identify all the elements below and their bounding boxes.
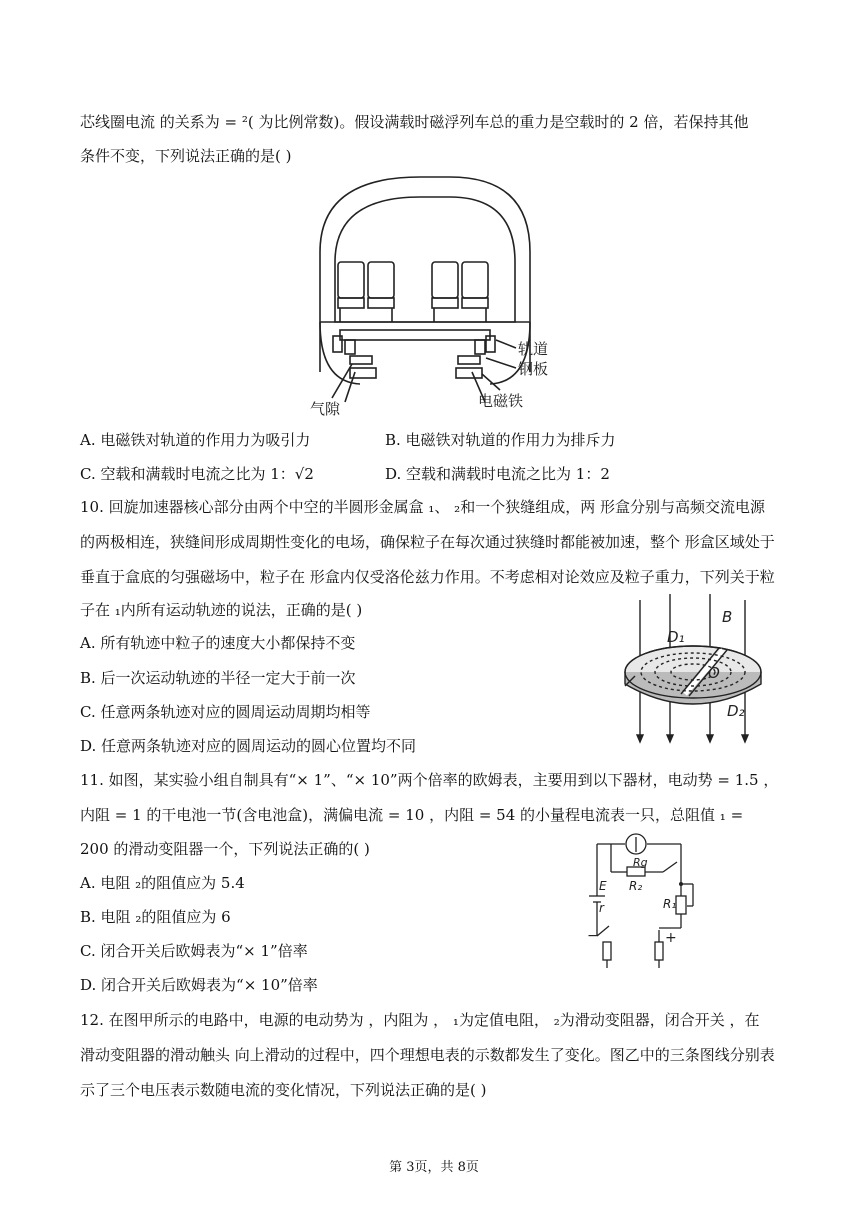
maglev-figure	[300, 172, 570, 420]
q9-option-a: A. 电磁铁对轨道的作用力为吸引力	[80, 431, 311, 449]
q9-stem-line1: 芯线圈电流 的关系为 = ²( 为比例常数)。假设满载时磁浮列车总的重力是空载时的 2 倍，若保持其他	[80, 113, 749, 131]
q10-stem-line1: 10. 回旋加速器核心部分由两个中空的半圆形金属盒 ₁、 ₂和一个狭缝组成，两 形盒分别与高频交流电源	[80, 498, 765, 516]
q11-option-b: B. 电阻 ₂的阻值应为 6	[80, 908, 231, 926]
q10-stem-line4: 子在 ₁内所有运动轨迹的说法，正确的是( )	[80, 601, 363, 619]
q11-option-a: A. 电阻 ₂的阻值应为 5.4	[80, 874, 245, 892]
q12-stem-line1: 12. 在图甲所示的电路中，电源的电动势为 ，内阻为 ， ₁为定值电阻， ₂为滑动变阻器，闭合开关 ，在	[80, 1011, 760, 1029]
q10-stem-line2: 的两极相连，狭缝间形成周期性变化的电场，确保粒子在每次通过狭缝时都能被加速，整个 形盒区域处于	[80, 533, 775, 551]
fig-label-center-o: O	[708, 664, 720, 682]
ohmmeter-circuit-figure	[583, 832, 713, 972]
train-outer-shell	[320, 177, 530, 372]
resistor-r1	[676, 896, 686, 914]
fig-label-plus: +	[665, 930, 677, 946]
fig-label-rg: Rg	[633, 856, 648, 869]
seat-left-2	[368, 262, 394, 298]
fig-label-track: 轨道	[518, 340, 549, 358]
seat-right-1	[432, 262, 458, 298]
q11-stem-line3: 200 的滑动变阻器一个，下列说法正确的( )	[80, 840, 370, 858]
fig-label-steel-plate: 钢板	[518, 360, 549, 378]
q10-option-d: D. 任意两条轨迹对应的圆周运动的圆心位置均不同	[80, 737, 417, 755]
q10-stem-line3: 垂直于盒底的匀强磁场中，粒子在 形盒内仅受洛伦兹力作用。不考虑相对论效应及粒子重力，下列关于粒	[80, 568, 775, 586]
fig-label-r2: R₂	[629, 879, 643, 893]
fig-label-field-b: B	[722, 608, 733, 626]
q9-stem-line2: 条件不变，下列说法正确的是( )	[80, 147, 292, 165]
electromagnet-left	[350, 356, 372, 364]
fig-label-r: r	[599, 901, 604, 915]
q11-option-d: D. 闭合开关后欧姆表为“× 10”倍率	[80, 976, 318, 994]
fig-label-electromagnet: 电磁铁	[478, 392, 524, 410]
q11-option-c: C. 闭合开关后欧姆表为“× 1”倍率	[80, 942, 308, 960]
q10-option-c: C. 任意两条轨迹对应的圆周运动周期均相等	[80, 703, 371, 721]
track-beam	[340, 330, 490, 340]
q9-option-c: C. 空载和满载时电流之比为 1：√2	[80, 465, 314, 483]
cyclotron-figure	[615, 592, 785, 752]
fig-label-e: E	[599, 879, 607, 893]
q12-stem-line3: 示了三个电压表示数随电流的变化情况，下列说法正确的是( )	[80, 1081, 487, 1099]
fig-label-r1: R₁	[663, 897, 677, 911]
fig-label-minus: −	[587, 928, 599, 944]
fig-label-d1: D₁	[667, 628, 685, 646]
page-footer: 第 3页，共 8页	[389, 1160, 479, 1175]
seat-right-2	[462, 262, 488, 298]
electromagnet-right	[458, 356, 480, 364]
q11-stem-line2: 内阻 = 1 的干电池一节(含电池盒)，满偏电流 = 10 ，内阻 = 54 的小量程电流表一只，总阻值 ₁ =	[80, 806, 744, 824]
q10-option-b: B. 后一次运动轨迹的半径一定大于前一次	[80, 669, 356, 687]
q12-stem-line2: 滑动变阻器的滑动触头 向上滑动的过程中，四个理想电表的示数都发生了变化。图乙中的三条图线分别表	[80, 1046, 775, 1064]
fig-label-d2: D₂	[727, 702, 745, 720]
q9-option-b: B. 电磁铁对轨道的作用力为排斥力	[385, 431, 616, 449]
q10-option-a: A. 所有轨迹中粒子的速度大小都保持不变	[80, 634, 356, 652]
seat-left-1	[338, 262, 364, 298]
fig-label-air-gap: 气隙	[310, 400, 341, 418]
q11-stem-line1: 11. 如图，某实验小组自制具有“× 1”、“× 10”两个倍率的欧姆表，主要用到以下器材，电动势 = 1.5 ，	[80, 771, 779, 789]
q9-option-d: D. 空载和满载时电流之比为 1：2	[385, 465, 610, 483]
